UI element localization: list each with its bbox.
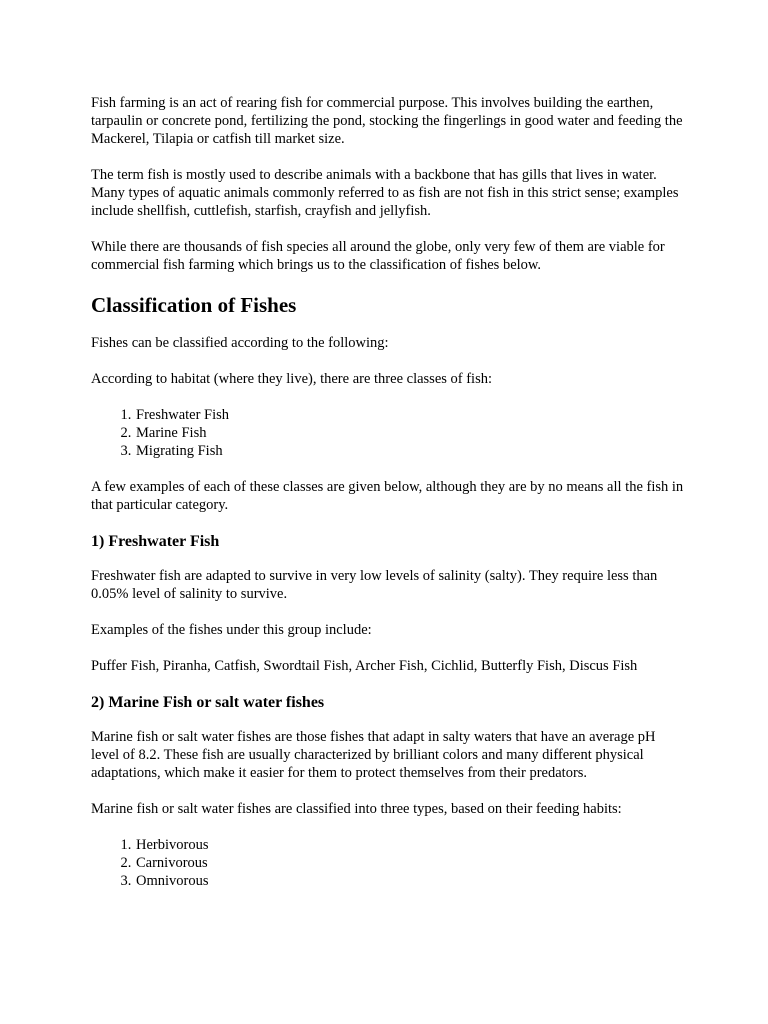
freshwater-heading: 1) Freshwater Fish: [91, 533, 220, 550]
list-item: 3. Omnivorous: [135, 872, 686, 890]
list-item: 3. Migrating Fish: [135, 442, 686, 460]
list-item: 1. Freshwater Fish: [135, 406, 686, 424]
freshwater-examples: Puffer Fish, Piranha, Catfish, Swordtail Fish, Archer Fish, Cichlid, Butterfly Fish, Discus Fish: [91, 658, 638, 674]
classification-paragraph-1: Fishes can be classified according to the following:: [91, 335, 389, 351]
classification-heading: Classification of Fishes: [91, 293, 297, 317]
habitat-list: [91, 406, 686, 460]
classification-paragraph-3: A few examples of each of these classes are given below, although they are by no means all the fish in that particular category.: [91, 479, 684, 513]
list-item: 1. Herbivorous: [135, 836, 686, 854]
list-item: 2. Marine Fish: [135, 424, 686, 442]
feeding-list: [91, 836, 686, 890]
marine-paragraph-1: Marine fish or salt water fishes are those fishes that adapt in salty waters that have an average pH level of 8.2. These fish are usually characterized by brilliant colors and many different physical adaptations, which make it easier for them to protect themselves from their predators.: [91, 729, 656, 781]
freshwater-paragraph-2: Examples of the fishes under this group include:: [91, 622, 372, 638]
classification-paragraph-2: According to habitat (where they live), there are three classes of fish:: [91, 371, 493, 387]
intro-paragraph-1: Fish farming is an act of rearing fish for commercial purpose. This involves building the earthen, tarpaulin or concrete pond, fertilizing the pond, stocking the fingerlings in good water and feeding the Mackerel, Tilapia or catfish till market size.: [91, 95, 683, 147]
marine-paragraph-2: Marine fish or salt water fishes are classified into three types, based on their feeding habits:: [91, 801, 622, 817]
list-item: 2. Carnivorous: [135, 854, 686, 872]
document-page: [91, 94, 686, 908]
marine-heading: 2) Marine Fish or salt water fishes: [91, 694, 325, 711]
intro-paragraph-2: The term fish is mostly used to describe animals with a backbone that has gills that lives in water. Many types of aquatic animals commonly referred to as fish are not fish in this strict sense; examples include shellfish, cuttlefish, starfish, crayfish and jellyfish.: [91, 167, 679, 219]
freshwater-paragraph-1: Freshwater fish are adapted to survive in very low levels of salinity (salty). They require less than 0.05% level of salinity to survive.: [91, 568, 658, 602]
intro-paragraph-3: While there are thousands of fish species all around the globe, only very few of them are viable for commercial fish farming which brings us to the classification of fishes below.: [91, 239, 665, 273]
